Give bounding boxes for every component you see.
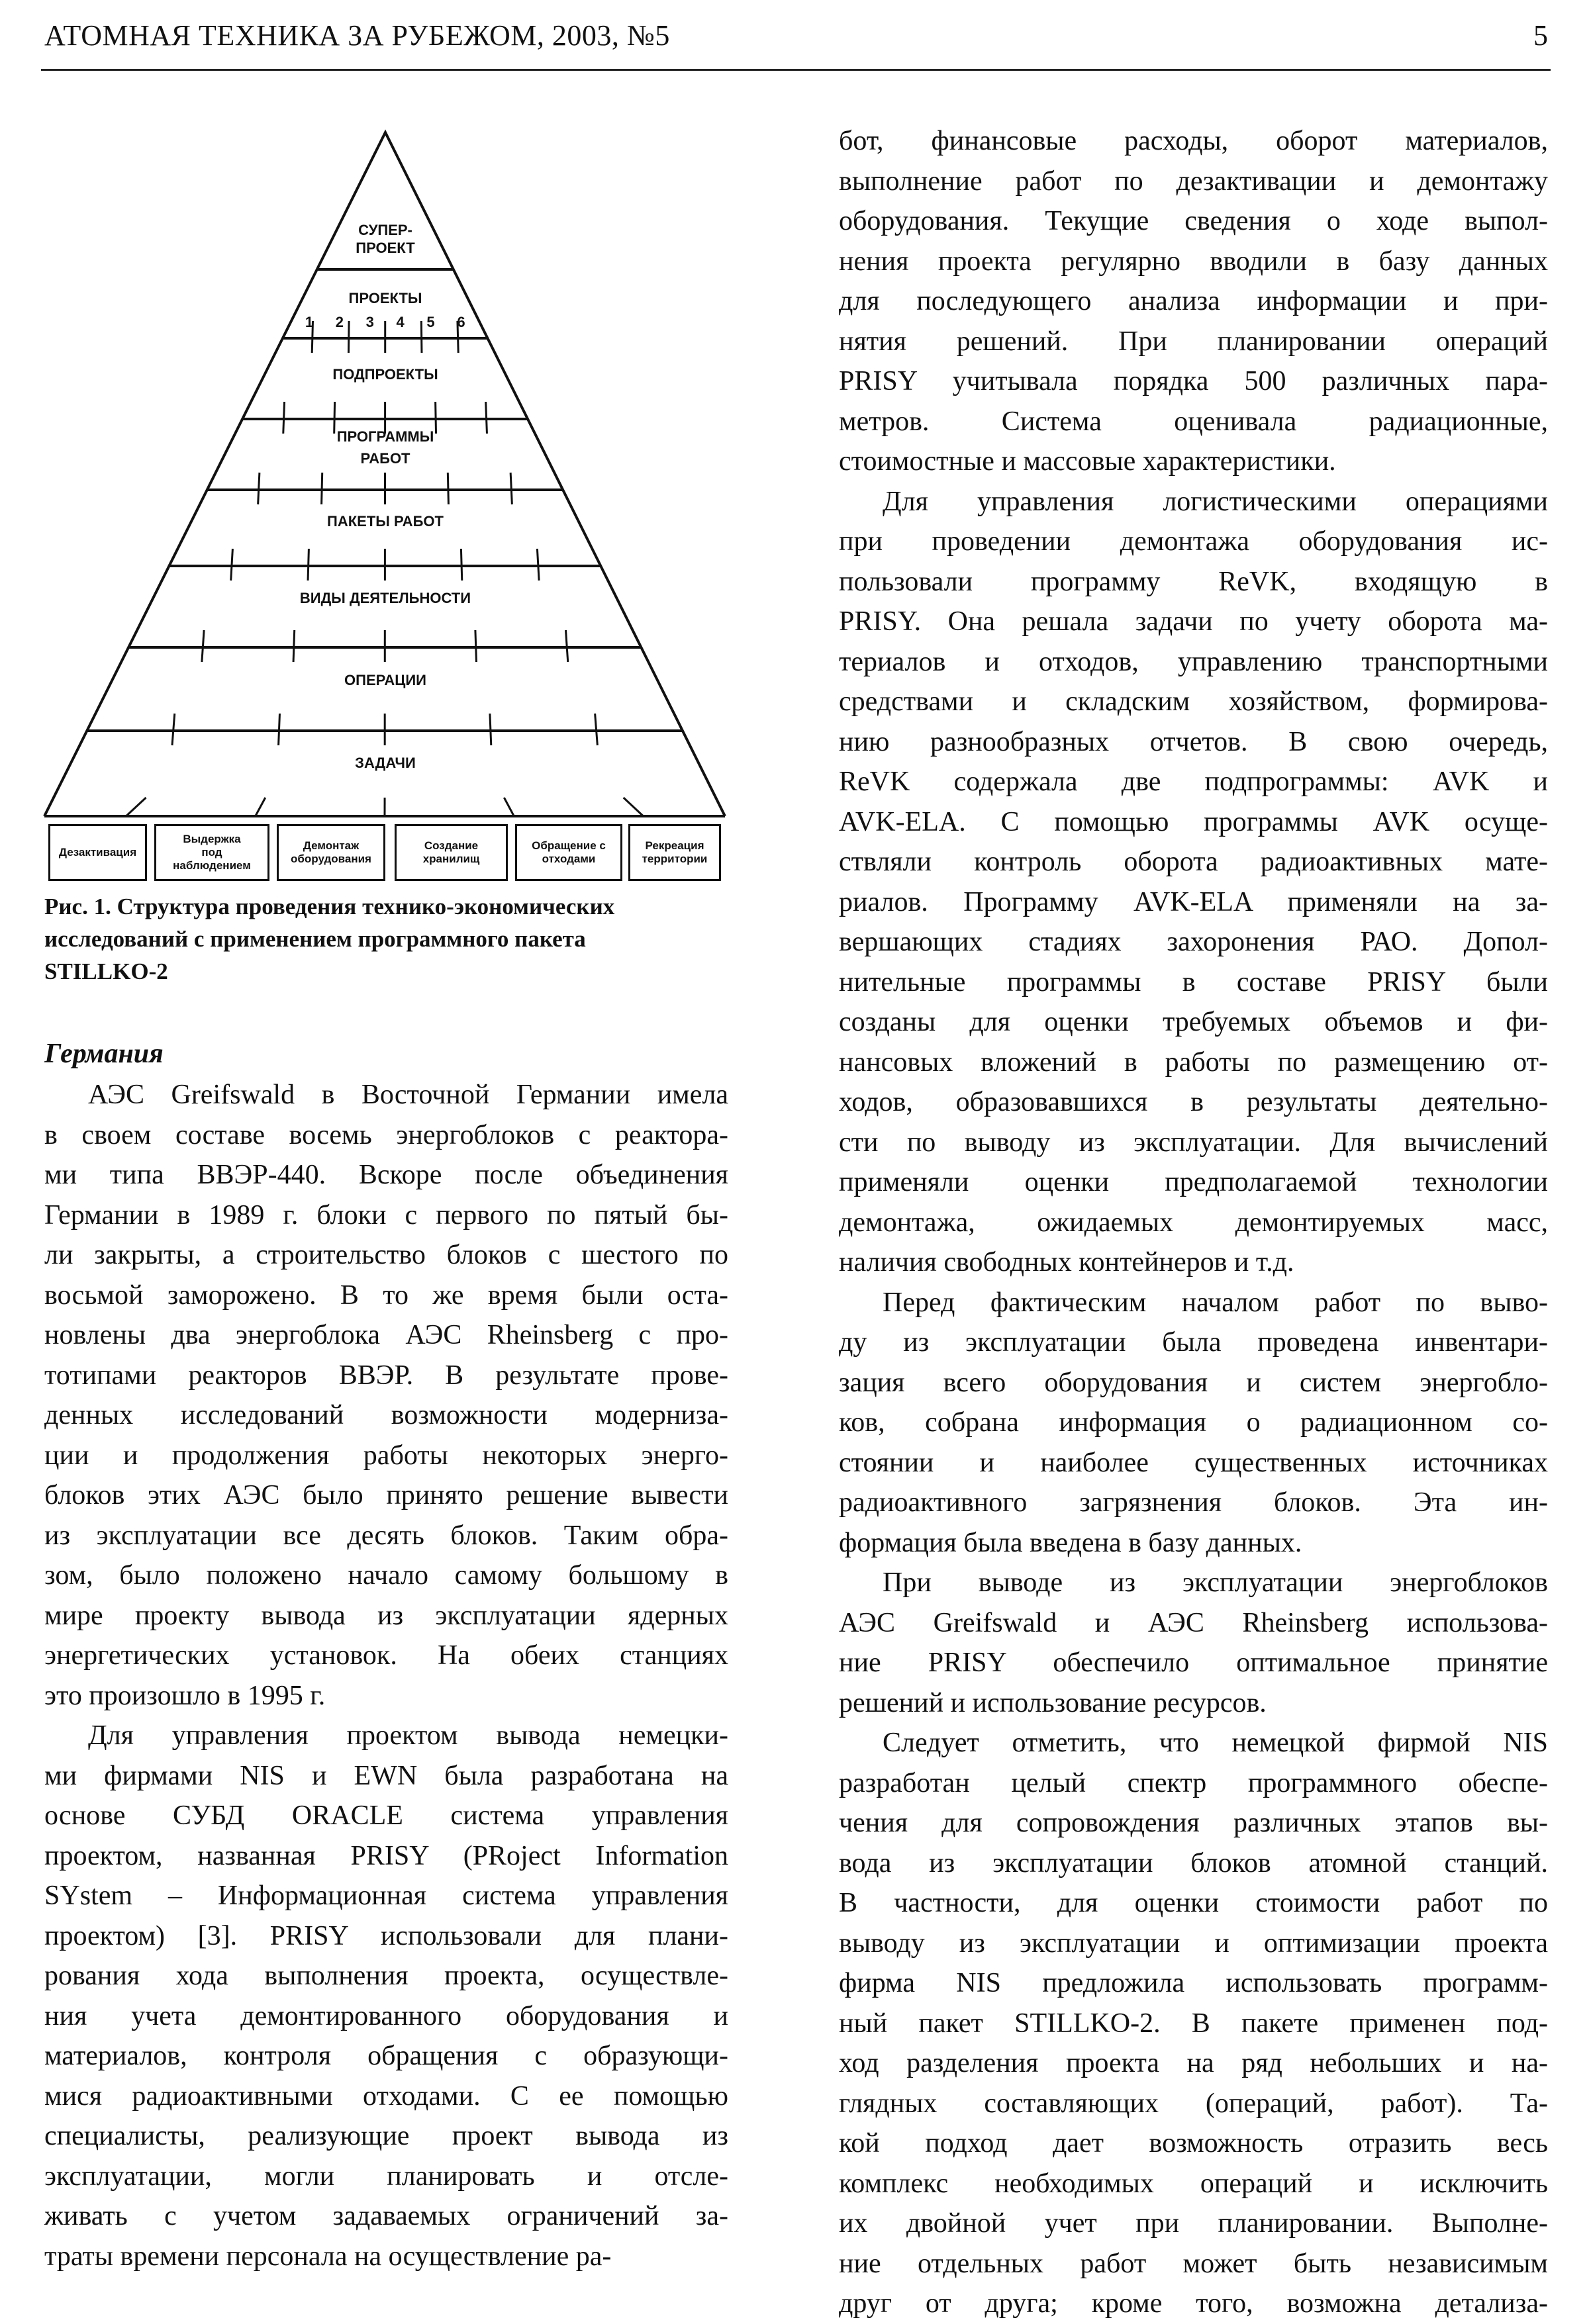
text-line: При выводе из эксплуатации энергоблоков xyxy=(839,1563,1548,1603)
text-line: оборудования. Текущие сведения о ходе выпол- xyxy=(839,201,1548,242)
task-box: Рекреация территории xyxy=(628,824,721,881)
text-line: ReVK содержала две подпрограммы: AVK и xyxy=(839,762,1548,802)
text-line: нию разнообразных отчетов. В свою очередь, xyxy=(839,722,1548,763)
level-tick xyxy=(231,549,233,581)
text-line: из эксплуатации все десять блоков. Таким обра- xyxy=(44,1516,728,1556)
level-label: ЗАДАЧИ xyxy=(355,755,416,771)
caption-line: STILLKO-2 xyxy=(44,955,733,988)
level-tick xyxy=(490,714,491,745)
text-line: проектом) [3]. PRISY использовали для плани- xyxy=(44,1916,728,1957)
text-line: PRISY учитывала порядка 500 различных пара- xyxy=(839,361,1548,402)
figure-caption xyxy=(44,890,733,988)
text-line: зация всего оборудования и систем энергобло- xyxy=(839,1363,1548,1403)
text-line: средствами и складским хозяйством, формирова- xyxy=(839,682,1548,722)
text-line: новлены два энергоблока АЭС Rheinsberg с про- xyxy=(44,1315,728,1356)
task-box: Выдержка под наблюдением xyxy=(154,824,269,881)
text-line: чения для сопровождения различных этапов вы- xyxy=(839,1803,1548,1843)
text-line: глядных составляющих (операций, работ). Та- xyxy=(839,2084,1548,2124)
level-label: ПОДПРОЕКТЫ xyxy=(332,366,438,383)
text-line: ли закрыты, а строительство блоков с шестого по xyxy=(44,1235,728,1276)
level-tick xyxy=(475,630,477,662)
paragraph xyxy=(839,482,1548,1283)
text-line: материалов, контроля обращения с образующи- xyxy=(44,2036,728,2076)
text-line: при проведении демонтажа оборудования ис- xyxy=(839,522,1548,562)
text-line: применяли оценки предполагаемой технологии xyxy=(839,1162,1548,1203)
paragraph xyxy=(44,1075,728,1716)
text-line: специалисты, реализующие проект вывода из xyxy=(44,2116,728,2157)
text-line: энергетических установок. На обеих станциях xyxy=(44,1636,728,1676)
level-tick xyxy=(279,714,280,745)
text-line: риалов. Программу AVK-ELA применяли на за- xyxy=(839,882,1548,923)
level-tick xyxy=(202,630,204,662)
text-line: живать с учетом задаваемых ограничений за- xyxy=(44,2196,728,2237)
project-number: 3 xyxy=(366,314,374,330)
text-line: комплекс необходимых операций и исключить xyxy=(839,2164,1548,2204)
left-column xyxy=(44,1033,728,2276)
text-line: ние PRISY обеспечило оптимальное принятие xyxy=(839,1643,1548,1683)
text-line: рования хода выполнения проекта, осуществле- xyxy=(44,1956,728,1996)
text-line: стоянии и наиболее существенных источниках xyxy=(839,1443,1548,1483)
text-line: в своем составе восемь энергоблоков с реактора- xyxy=(44,1115,728,1156)
paragraph xyxy=(839,121,1548,482)
text-line: сти по выводу из эксплуатации. Для вычислений xyxy=(839,1123,1548,1163)
level-label: ОПЕРАЦИИ xyxy=(344,672,426,688)
pyramid-diagram xyxy=(0,0,742,887)
text-line: проектом, названная PRISY (PRoject Information xyxy=(44,1836,728,1877)
text-line: вершающих стадиях захоронения РАО. Допол- xyxy=(839,922,1548,962)
level-tick xyxy=(256,798,265,816)
text-line: териалов и отходов, управлению транспортными xyxy=(839,642,1548,682)
text-line: радиоактивного загрязнения блоков. Эта ин- xyxy=(839,1483,1548,1523)
text-line: денных исследований возможности модерниза- xyxy=(44,1395,728,1436)
text-line: В частности, для оценки стоимости работ по xyxy=(839,1883,1548,1924)
text-line: это произошло в 1995 г. xyxy=(44,1676,728,1716)
level-label: ПРОЕКТ xyxy=(356,240,415,256)
paragraph xyxy=(839,1283,1548,1563)
text-line: ду из эксплуатации была проведена инвентари- xyxy=(839,1323,1548,1363)
text-line: SYstem – Информационная система управления xyxy=(44,1876,728,1916)
page-number: 5 xyxy=(1533,19,1548,52)
level-tick xyxy=(308,549,309,581)
text-line: выводу из эксплуатации и оптимизации проекта xyxy=(839,1924,1548,1964)
paragraph xyxy=(839,1563,1548,1723)
text-line: их двойной учет при планировании. Выполне- xyxy=(839,2204,1548,2244)
text-line: ный пакет STILLKO-2. В пакете применен под- xyxy=(839,2004,1548,2044)
text-line: Для управления проектом вывода немецки- xyxy=(44,1716,728,1756)
level-tick xyxy=(421,321,422,353)
project-number: 5 xyxy=(426,314,434,330)
text-line: нансовых вложений в работы по размещению от- xyxy=(839,1043,1548,1083)
text-line: выполнение работ по дезактивации и демонтажу xyxy=(839,162,1548,202)
text-line: ход разделения проекта на ряд небольших и на- xyxy=(839,2043,1548,2084)
level-tick xyxy=(510,473,512,504)
text-line: созданы для оценки требуемых объемов и фи- xyxy=(839,1002,1548,1043)
text-line: ходов, образовавшихся в результаты деятельно- xyxy=(839,1082,1548,1123)
caption-line: исследований с применением программного пакета xyxy=(44,923,733,955)
text-line: ми фирмами NIS и EWN была разработана на xyxy=(44,1756,728,1796)
section-heading: Германия xyxy=(44,1033,728,1075)
text-line: ми типа ВВЭР-440. Вскоре после объединения xyxy=(44,1155,728,1195)
text-line: AVK-ELA. С помощью программы AVK осуще- xyxy=(839,802,1548,843)
caption-line: Рис. 1. Структура проведения технико-экономических xyxy=(44,890,733,923)
level-tick xyxy=(258,473,260,504)
task-box: Обращение с отходами xyxy=(515,824,622,881)
text-line: кой подход дает возможность отразить весь xyxy=(839,2123,1548,2164)
text-line: ции и продолжения работы некоторых энерго- xyxy=(44,1436,728,1476)
task-box: Создание хранилищ xyxy=(395,824,508,881)
level-tick xyxy=(172,714,175,745)
text-line: Следует отметить, что немецкой фирмой NIS xyxy=(839,1723,1548,1763)
paragraph xyxy=(44,1716,728,2276)
text-line: эксплуатации, могли планировать и отсле- xyxy=(44,2157,728,2197)
text-line: АЭС Greifswald и АЭС Rheinsberg использова- xyxy=(839,1603,1548,1644)
text-line: АЭС Greifswald в Восточной Германии имела xyxy=(44,1075,728,1115)
level-tick xyxy=(126,798,146,816)
text-line: стоимостные и массовые характеристики. xyxy=(839,442,1548,482)
text-line: фирма NIS предложила использовать программ- xyxy=(839,1963,1548,2004)
level-tick xyxy=(624,798,644,816)
level-tick xyxy=(537,549,539,581)
level-tick xyxy=(565,630,567,662)
text-line: нения проекта регулярно вводили в базу данных xyxy=(839,242,1548,282)
level-tick xyxy=(283,402,285,434)
text-line: основе СУБД ORACLE система управления xyxy=(44,1796,728,1836)
text-line: метров. Система оценивала радиационные, xyxy=(839,402,1548,442)
text-line: бот, финансовые расходы, оборот материалов, xyxy=(839,121,1548,162)
level-label: ПРОЕКТЫ xyxy=(349,290,422,306)
text-line: блоков этих АЭС было принято решение вывести xyxy=(44,1475,728,1516)
journal-header: АТОМНАЯ ТЕХНИКА ЗА РУБЕЖОМ, 2003, №5 xyxy=(44,19,670,52)
project-number: 1 xyxy=(305,314,313,330)
text-line: ния учета демонтированного оборудования и xyxy=(44,1996,728,2037)
project-number: 4 xyxy=(397,314,405,330)
right-column xyxy=(839,121,1548,2324)
text-line: нятия решений. При планировании операций xyxy=(839,322,1548,362)
text-line: ков, собрана информация о радиационном со- xyxy=(839,1403,1548,1443)
text-line: Перед фактическим началом работ по выво- xyxy=(839,1283,1548,1323)
level-tick xyxy=(348,321,349,353)
text-line: решений и использование ресурсов. xyxy=(839,1683,1548,1724)
level-tick xyxy=(293,630,295,662)
text-line: восьмой заморожено. В то же время были оста- xyxy=(44,1276,728,1316)
text-line: вода из эксплуатации блоков атомной станций. xyxy=(839,1843,1548,1884)
text-line: Германии в 1989 г. блоки с первого по пятый бы- xyxy=(44,1195,728,1236)
text-line: пользовали программу ReVK, входящую в xyxy=(839,562,1548,602)
task-box: Демонтаж оборудования xyxy=(277,824,385,881)
text-line: PRISY. Она решала задачи по учету оборота ма- xyxy=(839,602,1548,642)
level-tick xyxy=(334,402,335,434)
paragraph xyxy=(839,1723,1548,2324)
level-label: СУПЕР- xyxy=(358,222,412,238)
text-line: тотипами реакторов ВВЭР. В результате прове- xyxy=(44,1356,728,1396)
level-label: ВИДЫ ДЕЯТЕЛЬНОСТИ xyxy=(300,590,471,606)
text-line: нительные программы в составе PRISY были xyxy=(839,962,1548,1003)
level-tick xyxy=(595,714,598,745)
level-label: ПАКЕТЫ РАБОТ xyxy=(327,513,444,530)
task-box: Дезактивация xyxy=(48,824,147,881)
text-line: наличия свободных контейнеров и т.д. xyxy=(839,1242,1548,1283)
level-label: ПРОГРАММЫ xyxy=(337,428,434,445)
text-line: зом, было положено начало самому большому в xyxy=(44,1556,728,1596)
project-number: 6 xyxy=(457,314,465,330)
text-line: ствляли контроль оборота радиоактивных мате- xyxy=(839,842,1548,882)
level-label: РАБОТ xyxy=(361,450,411,467)
text-line: Для управления логистическими операциями xyxy=(839,482,1548,522)
text-line: для последующего анализа информации и при- xyxy=(839,281,1548,322)
level-tick xyxy=(504,798,514,816)
text-line: мися радиоактивными отходами. С ее помощью xyxy=(44,2076,728,2117)
text-line: ние отдельных работ может быть независимым xyxy=(839,2244,1548,2284)
text-line: демонтажа, ожидаемых демонтируемых масс, xyxy=(839,1203,1548,1243)
text-line: формация была введена в базу данных. xyxy=(839,1523,1548,1563)
text-line: разработан целый спектр программного обеспе- xyxy=(839,1763,1548,1804)
project-number: 2 xyxy=(336,314,344,330)
text-line: траты времени персонала на осуществление ра- xyxy=(44,2237,728,2277)
text-line: друг от друга; кроме того, возможна детализа- xyxy=(839,2284,1548,2324)
level-tick xyxy=(486,402,487,434)
text-line: мире проекту вывода из эксплуатации ядерных xyxy=(44,1596,728,1636)
